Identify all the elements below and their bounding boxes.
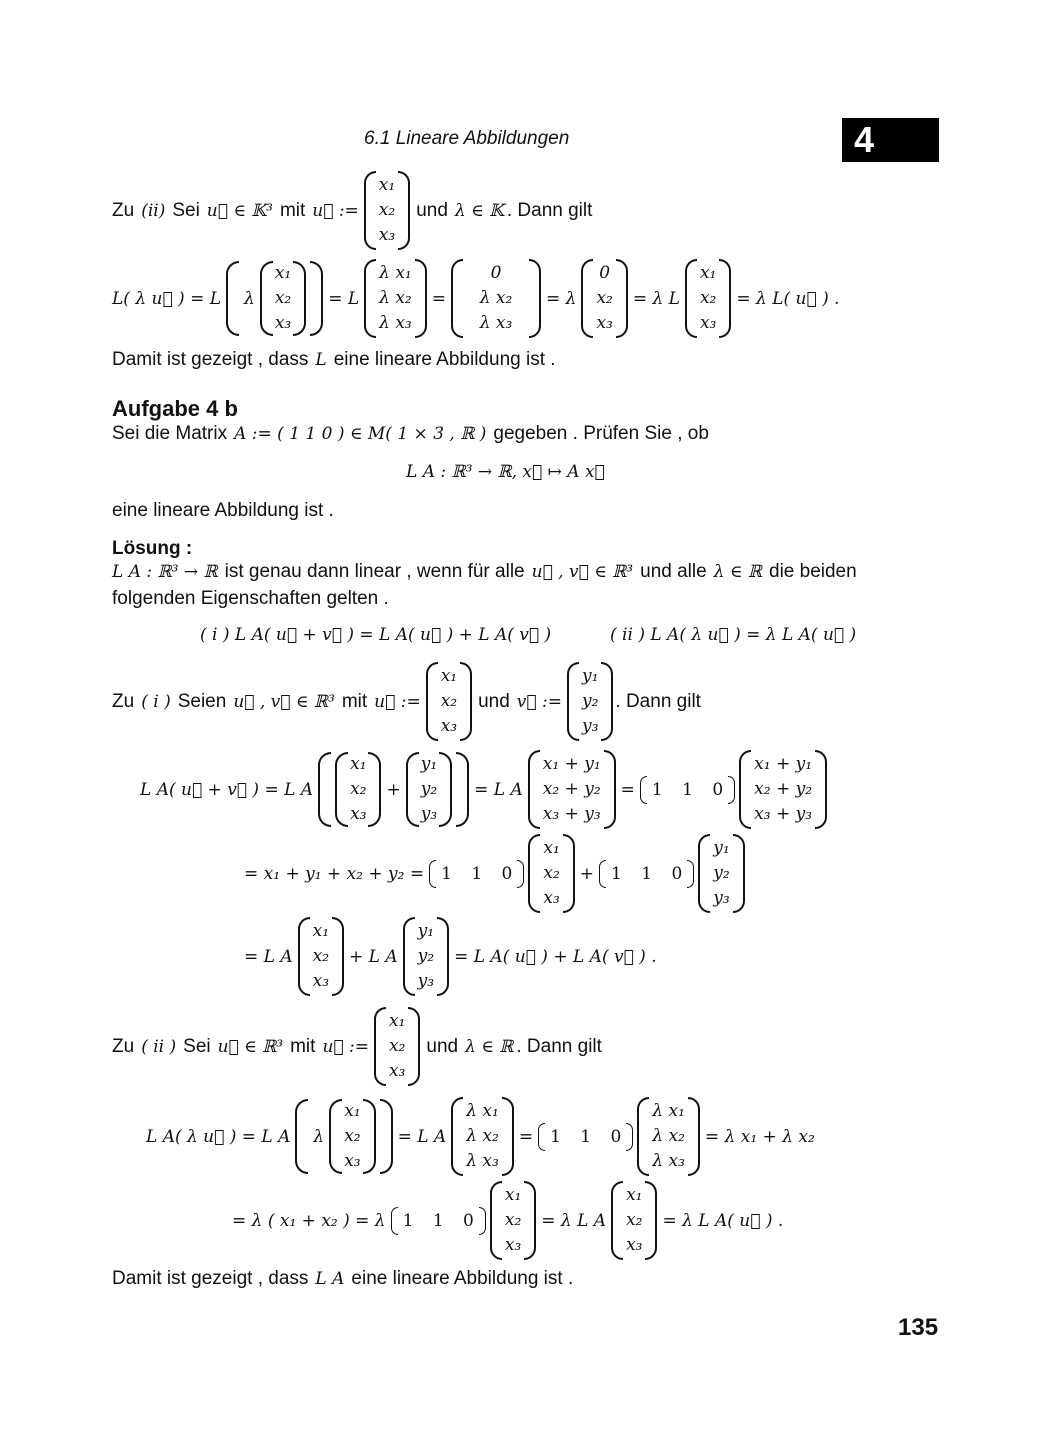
math: ( ii ) — [141, 1036, 177, 1057]
math: = λ L( u⃗ ) . — [736, 288, 840, 309]
math: L A : ℝ³ → ℝ — [112, 562, 218, 582]
math: = L A — [397, 1126, 447, 1147]
equation-k: L( λ u⃗ ) = L λ x₁ x₂ x₃ = L λ x₁ λ x₂ λ x₃ = 0 λ x₂ λ x₃ = λ 0 x₂ x₃ = λ L x₁ x₂ x₃ = λ L( u⃗ ) . — [112, 259, 843, 338]
math: λ — [313, 1126, 325, 1147]
exercise-title: Aufgabe 4 b — [112, 396, 238, 421]
math: = L A — [244, 946, 293, 967]
math: u⃗ , v⃗ ∈ ℝ³ — [233, 691, 335, 712]
math: v⃗ := — [516, 691, 562, 712]
math: L — [315, 350, 327, 370]
equation-i-2: = x₁ + y₁ + x₂ + y₂ = 1 1 0 x₁ x₂ x₃ + 1 1 0 y₁ y₂ y₃ — [244, 834, 747, 913]
task-line — [112, 423, 713, 445]
math: λ ∈ 𝕂 — [454, 200, 504, 221]
property-i: ( i ) L A( u⃗ + v⃗ ) = L A( u⃗ ) + L A( v⃗ ) — [200, 625, 552, 645]
conclusion-1 — [112, 349, 560, 371]
math: u⃗ := — [374, 691, 421, 712]
text: eine lineare Abbildung ist . — [351, 1268, 574, 1289]
math: + — [386, 779, 401, 800]
math: L A — [315, 1269, 345, 1289]
column-vector: x₁ x₂ x₃ — [364, 171, 410, 250]
equation-i-3: = L A x₁ x₂ x₃ + L A y₁ y₂ y₃ = L A( u⃗ ) + L A( v⃗ ) . — [244, 917, 660, 996]
math: u⃗ , v⃗ ∈ ℝ³ — [531, 562, 634, 582]
solution-line-2: folgenden Eigenschaften gelten . — [112, 588, 389, 609]
text: . Dann gilt — [516, 1035, 602, 1057]
text: und — [426, 1035, 459, 1057]
math: L( λ u⃗ ) = L — [112, 288, 222, 309]
math: = — [431, 288, 446, 309]
math: = λ ( x₁ + x₂ ) = λ — [232, 1210, 386, 1231]
row-vector: 1 1 0 — [441, 863, 513, 884]
text: . Dann gilt — [506, 199, 593, 221]
text: Damit ist gezeigt , dass — [112, 349, 309, 370]
text: und alle — [640, 561, 707, 582]
math: = λ — [546, 288, 577, 309]
page-number: 135 — [898, 1314, 939, 1341]
math: = — [518, 1126, 534, 1147]
math: = λ L A — [541, 1210, 607, 1231]
row-vector: 1 1 0 — [402, 1210, 474, 1231]
math: u⃗ ∈ 𝕂³ — [206, 200, 273, 221]
math: u⃗ := — [312, 200, 359, 221]
text: Seien — [177, 690, 227, 712]
solution-line-1 — [112, 561, 861, 583]
big-paren: λ x₁ x₂ x₃ — [226, 261, 323, 336]
equation-ii-1: L A( λ u⃗ ) = L A λ x₁ x₂ x₃ = L A λ x₁ λ x₂ λ x₃ = 1 1 0 λ x₁ λ x₂ λ x₃ = λ x₁ + λ x₂ — [146, 1097, 818, 1176]
math: λ ∈ ℝ — [713, 562, 762, 582]
running-header: 6.1 Lineare Abbildungen — [364, 128, 570, 149]
math: u⃗ ∈ ℝ³ — [217, 1036, 284, 1057]
chapter-number: 4 — [854, 119, 875, 160]
text: die beiden — [769, 561, 857, 582]
row-vector: 1 1 0 — [651, 779, 724, 800]
chapter-badge — [842, 118, 939, 162]
text: . Dann gilt — [615, 690, 701, 712]
math: A := ( 1 1 0 ) ∈ M( 1 × 3 , ℝ ) — [234, 424, 487, 444]
text: Zu — [112, 690, 135, 712]
math: L A( u⃗ + v⃗ ) = L A — [140, 779, 314, 800]
math: λ ∈ ℝ — [465, 1036, 514, 1057]
task-end: eine lineare Abbildung ist . — [112, 500, 334, 521]
math: = L A — [474, 779, 523, 800]
math: λ — [244, 288, 255, 309]
text: Zu — [112, 1035, 135, 1057]
math: = L A( u⃗ ) + L A( v⃗ ) . — [454, 946, 657, 967]
property-ii: ( ii ) L A( λ u⃗ ) = λ L A( u⃗ ) — [610, 625, 857, 645]
conclusion-2 — [112, 1268, 577, 1290]
row-vector: 1 1 0 — [611, 863, 683, 884]
text: gegeben . Prüfen Sie , ob — [493, 423, 709, 444]
math: + L A — [349, 946, 398, 967]
text: Sei die Matrix — [112, 423, 228, 444]
text: Sei — [183, 1035, 211, 1057]
zu-ii-k-line — [112, 171, 596, 250]
text: Sei — [172, 199, 200, 221]
math: u⃗ := — [322, 1036, 369, 1057]
row-vector: 1 1 0 — [550, 1126, 622, 1147]
math: = L — [328, 288, 360, 309]
math: + — [579, 863, 595, 884]
math: = λ L — [632, 288, 680, 309]
text: Damit ist gezeigt , dass — [112, 1268, 309, 1289]
zu-ii-r-line: Zu ( ii ) Sei u⃗ ∈ ℝ³ mit u⃗ := x₁ x₂ x₃ und λ ∈ ℝ . Dann gilt — [112, 1007, 606, 1086]
zu-i-line: Zu ( i ) Seien u⃗ , v⃗ ∈ ℝ³ mit u⃗ := x₁ x₂ x₃ und v⃗ := y₁ y₂ y₃ . Dann gilt — [112, 662, 705, 741]
math: = λ x₁ + λ x₂ — [704, 1126, 815, 1147]
display-map: L A : ℝ³ → ℝ, x⃗ ↦ A x⃗ — [406, 462, 605, 482]
math: (ii) — [141, 200, 166, 221]
math: L A( λ u⃗ ) = L A — [146, 1126, 291, 1147]
math: = x₁ + y₁ + x₂ + y₂ = — [244, 863, 425, 884]
math: = — [620, 779, 635, 800]
math: ( i ) — [141, 691, 171, 712]
text: mit — [341, 690, 368, 712]
text: ist genau dann linear , wenn für alle — [224, 561, 525, 582]
math: = λ L A( u⃗ ) . — [662, 1210, 784, 1231]
solution-title: Lösung : — [112, 538, 193, 559]
text: Zu — [112, 199, 135, 221]
equation-i-1: L A( u⃗ + v⃗ ) = L A x₁ x₂ x₃ + y₁ y₂ y₃ = L A x₁ + y₁ x₂ + y₂ x₃ + y₃ = 1 1 0 x₁ + y₁ x₂ + y₂ x₃ + y₃ — [140, 750, 829, 829]
equation-ii-2: = λ ( x₁ + x₂ ) = λ 1 1 0 x₁ x₂ x₃ = λ L A x₁ x₂ x₃ = λ L A( u⃗ ) . — [232, 1181, 786, 1260]
text: mit — [290, 1035, 316, 1057]
text: eine lineare Abbildung ist . — [333, 349, 556, 370]
text: mit — [279, 199, 306, 221]
text: und — [416, 199, 448, 221]
text: und — [478, 690, 510, 712]
